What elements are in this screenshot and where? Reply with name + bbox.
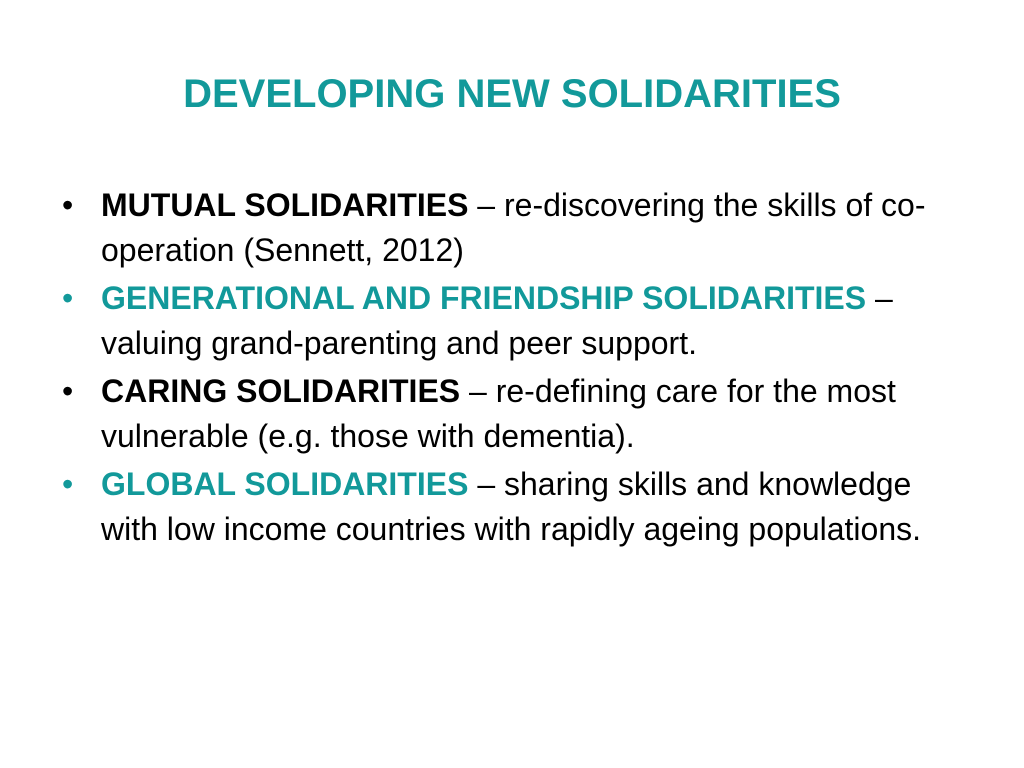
bullet-item-caring bbox=[62, 369, 962, 459]
bullet-marker: • bbox=[62, 466, 74, 502]
bullet-item-global bbox=[62, 462, 962, 552]
bullet-marker: • bbox=[62, 280, 74, 316]
slide-title: DEVELOPING NEW SOLIDARITIES bbox=[183, 72, 841, 116]
bullet-text: – valuing grand-parenting and peer support. bbox=[101, 280, 893, 361]
bullet-heading: MUTUAL SOLIDARITIES bbox=[101, 187, 469, 223]
bullet-heading: CARING SOLIDARITIES bbox=[101, 373, 461, 409]
bullet-text: – sharing skills and knowledge with low income countries with rapidly ageing populations. bbox=[101, 466, 921, 547]
bullet-text: – re-discovering the skills of co-operation (Sennett, 2012) bbox=[101, 187, 926, 268]
bullet-text: – re-defining care for the most vulnerable (e.g. those with dementia). bbox=[101, 373, 896, 454]
bullet-list bbox=[62, 183, 962, 555]
bullet-marker: • bbox=[62, 187, 74, 223]
bullet-item-mutual bbox=[62, 183, 962, 273]
bullet-item-generational bbox=[62, 276, 962, 366]
bullet-heading: GENERATIONAL AND FRIENDSHIP SOLIDARITIES bbox=[101, 280, 867, 316]
bullet-heading: GLOBAL SOLIDARITIES bbox=[101, 466, 469, 502]
bullet-marker: • bbox=[62, 373, 74, 409]
